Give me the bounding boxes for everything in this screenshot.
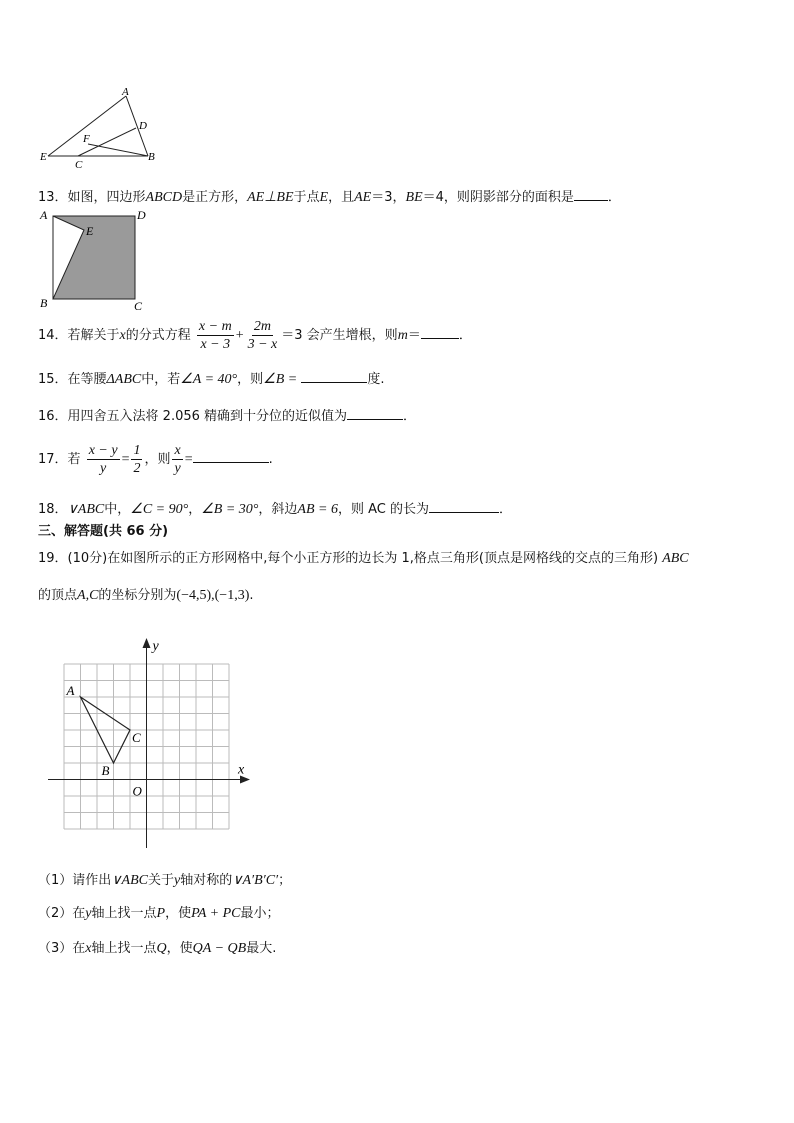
fraction-1: $\frac{x - y}{y}$	[88, 443, 118, 476]
answer-blank	[429, 498, 499, 513]
answer-blank	[301, 368, 367, 383]
q19-text-line2: 的顶点A,C的坐标分别为(−4,5),(−1,3).	[38, 588, 254, 603]
q19-part1: （1）请作出∨ABC关于y轴对称的∨A′B′C′；	[38, 873, 292, 888]
label-a: A	[122, 86, 129, 98]
q15-text: 15．在等腰ΔABC中，若∠A = 40°，则∠B = 度.	[38, 368, 385, 389]
label-b: B	[148, 151, 155, 163]
q14-text: 14．若解关于x的分式方程 $\frac{x - m}{x - 3}$ + $\frac{2m}{3 - x}$ ＝3 会产生增根，则m＝ ．	[38, 319, 472, 352]
label-c: C	[134, 299, 143, 310]
y-axis-label: y	[152, 639, 159, 654]
point-b-label: B	[101, 763, 110, 778]
q13-text: 13．如图，四边形ABCD是正方形，AE⊥BE于点E，且AE＝3，BE＝4，则阴影部分的面积是 ．	[38, 186, 621, 207]
q12-figure	[36, 84, 166, 170]
label-b: B	[40, 296, 48, 310]
fraction-3: $\frac{x}{y}$	[174, 443, 181, 476]
point-a-label: A	[66, 683, 75, 698]
q13-figure	[36, 206, 156, 310]
section-heading: 三、解答题(共 66 分)	[38, 524, 169, 539]
answer-blank	[193, 448, 269, 463]
fraction-1: $\frac{x - m}{x - 3}$	[198, 319, 232, 352]
label-a: A	[40, 208, 48, 222]
label-d: D	[139, 120, 147, 132]
q19-part2: （2）在y轴上找一点P，使PA + PC最小；	[38, 906, 280, 921]
q17-text: 17．若 $\frac{x - y}{y}$ = $\frac{1}{2}$ ，则 $\frac{x}{y}$ = .	[38, 443, 273, 476]
label-e: E	[40, 151, 47, 163]
fraction-2: $\frac{1}{2}$	[133, 443, 141, 476]
answer-blank	[574, 186, 608, 201]
x-axis-label: x	[238, 762, 245, 778]
label-d: D	[137, 208, 146, 222]
q18-text: 18．∨ABC中，∠C = 90°，∠B = 30°，斜边AB = 6，则 AC 的长为 ．	[38, 498, 512, 519]
point-c-label: C	[132, 730, 141, 745]
label-e: E	[86, 224, 94, 238]
answer-blank	[347, 405, 403, 420]
answer-blank	[421, 324, 459, 339]
label-f: F	[83, 133, 90, 145]
q16-text: 16．用四舍五入法将 2.056 精确到十分位的近似值为 ．	[38, 405, 416, 426]
y-axis-arrow	[143, 638, 151, 648]
q19-coordinate-grid	[40, 636, 260, 856]
fraction-2: $\frac{2m}{3 - x}$	[247, 319, 278, 352]
q19-text-line1: 19．(10分)在如图所示的正方形网格中,每个小正方形的边长为 1,格点三角形(顶点是网格线的交点的三角形) ABC	[38, 551, 689, 566]
label-c: C	[75, 159, 83, 170]
origin-label: O	[132, 783, 142, 799]
q19-part3: （3）在x轴上找一点Q，使QA − QB最大.	[38, 941, 277, 956]
